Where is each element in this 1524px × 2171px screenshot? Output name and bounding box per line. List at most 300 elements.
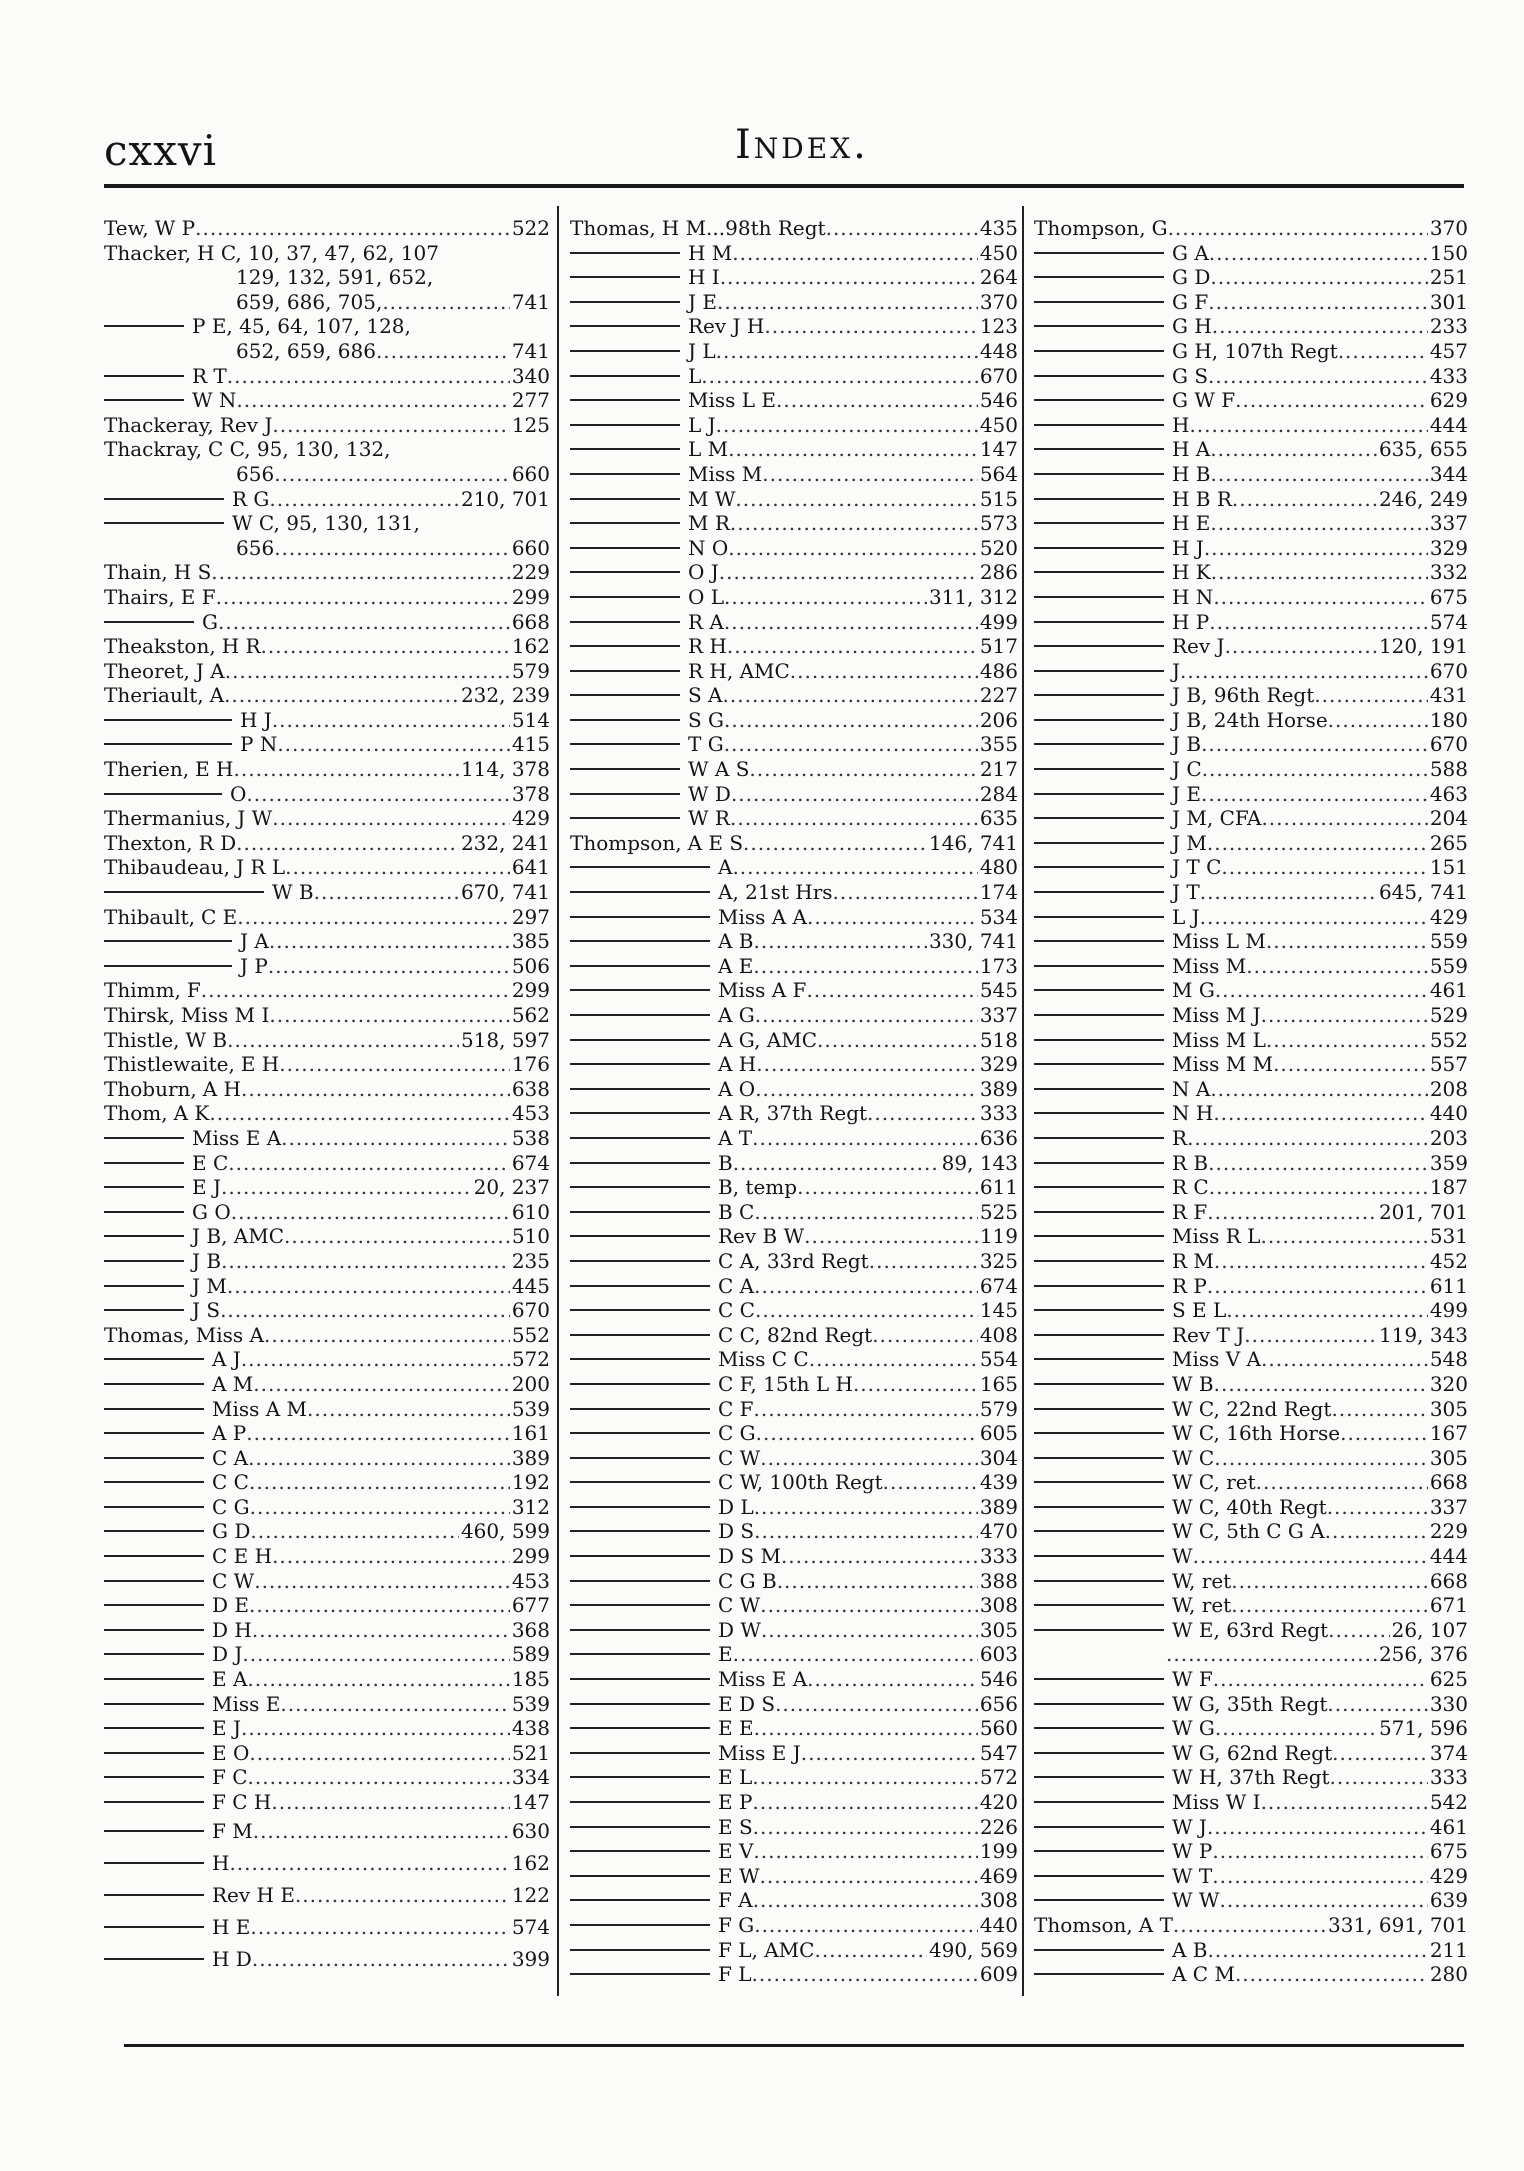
entry-initials: H S <box>173 560 212 585</box>
entry-initials: A <box>209 683 225 708</box>
entry-surname: Thompson, <box>1034 216 1146 240</box>
entry-surname: Thain, <box>104 560 168 585</box>
ditto-dash <box>570 1949 710 1951</box>
leader-dots <box>277 732 509 757</box>
entry-initials: L M <box>688 437 729 462</box>
leader-dots <box>272 806 510 831</box>
entry-initials: W E, 63rd Regt <box>1172 1617 1329 1642</box>
entry-pages: 670, 741 <box>460 880 550 905</box>
entry-initials: G S <box>1172 363 1209 388</box>
index-entry <box>570 1298 1018 1323</box>
leader-dots <box>1200 905 1428 930</box>
index-entry <box>570 1224 1018 1249</box>
entry-initials: F <box>186 978 201 1003</box>
index-entry <box>1034 1888 1468 1913</box>
leader-dots <box>1207 1815 1428 1840</box>
index-entry <box>570 1151 1018 1176</box>
leader-dots <box>753 1815 978 1840</box>
entry-initials: R H, AMC <box>688 658 790 683</box>
index-entry <box>1034 1077 1468 1102</box>
index-entry <box>1034 1175 1468 1200</box>
index-entry <box>1034 634 1468 659</box>
index-entry <box>104 1470 550 1495</box>
index-entry <box>570 339 1018 364</box>
index-entry <box>104 610 550 635</box>
index-entry <box>104 880 550 905</box>
ditto-dash <box>1034 375 1164 377</box>
entry-pages: 656 <box>979 1691 1018 1716</box>
entry-surname: Theakston, <box>104 634 216 659</box>
entry-pages: 450 <box>979 412 1018 437</box>
entry-initials: D H <box>212 1617 252 1642</box>
entry-surname: Therien, <box>104 757 190 782</box>
ditto-dash <box>1034 424 1164 426</box>
entry-initials: Rev J <box>1172 634 1225 659</box>
index-entry <box>1034 1544 1468 1569</box>
index-column-3 <box>1034 216 1468 1987</box>
leader-dots <box>1340 1421 1428 1446</box>
ditto-dash <box>104 1235 184 1237</box>
leader-dots <box>216 585 510 610</box>
ditto-dash <box>570 1088 710 1090</box>
entry-surname: Thistlewaite, <box>104 1052 235 1077</box>
leader-dots <box>248 1446 510 1471</box>
entry-initials: Miss M I <box>180 1003 270 1027</box>
entry-pages: 147 <box>511 1790 550 1814</box>
entry-surname: Thoburn, <box>104 1076 197 1101</box>
index-column-1 <box>104 216 550 1975</box>
ditto-dash <box>104 375 184 377</box>
entry-initials: R A <box>688 609 724 634</box>
entry-initials: Miss A M <box>212 1396 308 1421</box>
leader-dots <box>1210 511 1427 536</box>
entry-pages: 344 <box>1429 461 1468 486</box>
entry-surname: Tew, <box>104 216 149 240</box>
entry-pages: 660 <box>511 461 550 486</box>
entry-initials: C W, 100th Regt <box>718 1470 883 1495</box>
leader-dots <box>1208 364 1428 389</box>
entry-initials: C F <box>718 1396 754 1421</box>
entry-initials: A H <box>718 1052 757 1077</box>
entry-pages: 330 <box>1429 1691 1468 1716</box>
leader-dots <box>753 1888 978 1913</box>
entry-initials: S G <box>688 707 725 732</box>
index-entry <box>570 1569 1018 1594</box>
entry-pages: 308 <box>979 1593 1018 1618</box>
entry-initials: M G <box>1172 978 1215 1003</box>
index-entry <box>1034 1397 1468 1422</box>
entry-pages: 573 <box>979 511 1018 536</box>
entry-pages: 187 <box>1429 1175 1468 1200</box>
index-entry <box>104 708 550 733</box>
leader-dots <box>760 1864 978 1889</box>
ditto-dash <box>1034 1309 1164 1311</box>
index-entry <box>1034 1347 1468 1372</box>
ditto-dash <box>104 1604 204 1606</box>
entry-initials: Miss E J <box>718 1740 801 1765</box>
entry-pages: 515 <box>979 486 1018 511</box>
entry-initials: A G, AMC <box>718 1027 818 1052</box>
leader-dots <box>1273 1052 1428 1077</box>
ditto-dash <box>1034 916 1164 918</box>
entry-pages: 579 <box>511 658 550 683</box>
entry-initials: C A <box>212 1445 249 1470</box>
leader-dots <box>1256 1470 1428 1495</box>
entry-pages: 444 <box>1429 1544 1468 1569</box>
entry-pages: 521 <box>511 1740 550 1765</box>
entry-initials: H <box>212 1850 230 1875</box>
entry-pages: 180 <box>1429 707 1468 732</box>
index-entry <box>1034 1200 1468 1225</box>
entry-pages: 448 <box>979 338 1018 363</box>
entry-initials: Rev J H <box>688 314 765 339</box>
index-entry <box>570 1101 1018 1126</box>
entry-initials: J M <box>192 1273 227 1298</box>
leader-dots <box>752 1765 978 1790</box>
ditto-dash <box>570 1899 710 1901</box>
leader-dots <box>224 683 459 708</box>
ditto-dash <box>104 621 194 623</box>
entry-pages: 333 <box>979 1544 1018 1569</box>
ditto-dash <box>1034 621 1164 623</box>
leader-dots <box>228 1151 510 1176</box>
index-entry <box>570 314 1018 339</box>
leader-dots <box>719 560 978 585</box>
leader-dots <box>756 1052 978 1077</box>
entry-initials: P E, 45, 64, 107, 128, <box>192 314 411 339</box>
entry-initials: Miss M J <box>1172 1003 1261 1027</box>
index-entry <box>570 1347 1018 1372</box>
leader-dots <box>1338 339 1428 364</box>
leader-dots <box>272 708 510 733</box>
entry-initials: B <box>718 1150 733 1175</box>
index-entry <box>1034 683 1468 708</box>
index-entry <box>1034 1913 1468 1938</box>
index-entry <box>570 1593 1018 1618</box>
entry-initials: A T <box>1138 1912 1173 1937</box>
ditto-dash <box>570 1924 710 1926</box>
index-entry <box>104 290 550 315</box>
leader-dots <box>274 462 510 487</box>
entry-initials: R M <box>1172 1248 1214 1273</box>
ditto-dash <box>104 1481 204 1483</box>
entry-initials: C C, 82nd Regt <box>718 1322 873 1347</box>
ditto-dash <box>570 1186 710 1188</box>
entry-pages: 264 <box>979 265 1018 290</box>
leader-dots <box>730 511 978 536</box>
leader-dots <box>732 855 977 880</box>
entry-initials: J M <box>1172 830 1207 855</box>
leader-dots <box>1209 1175 1428 1200</box>
entry-pages: 435 <box>979 216 1018 240</box>
index-entry <box>104 1126 550 1151</box>
index-entry <box>570 364 1018 389</box>
entry-initials: Miss M L <box>1172 1027 1266 1052</box>
entry-initials: M R <box>688 511 730 536</box>
entry-initials: J B, 24th Horse <box>1172 707 1328 732</box>
ditto-dash <box>570 473 680 475</box>
entry-pages: 208 <box>1429 1076 1468 1101</box>
leader-dots <box>1208 1151 1428 1176</box>
index-entry <box>1034 757 1468 782</box>
entry-surname: Thomson, <box>1034 1912 1133 1937</box>
entry-pages: 167 <box>1429 1421 1468 1446</box>
ditto-dash <box>1034 571 1164 573</box>
entry-pages: 206 <box>979 707 1018 732</box>
entry-pages: 625 <box>1429 1667 1468 1692</box>
leader-dots <box>727 634 978 659</box>
ditto-dash <box>104 1678 204 1680</box>
index-entry <box>1034 1962 1468 1987</box>
entry-pages: 562 <box>511 1003 550 1027</box>
index-entry <box>1034 265 1468 290</box>
index-entry <box>1034 1151 1468 1176</box>
leader-dots <box>1246 954 1428 979</box>
index-entry <box>570 1470 1018 1495</box>
ditto-dash <box>1034 596 1164 598</box>
leader-dots <box>220 1298 510 1323</box>
ditto-dash <box>104 1457 204 1459</box>
entry-pages: 480 <box>979 855 1018 880</box>
leader-dots <box>1210 1077 1428 1102</box>
leader-dots <box>807 1667 978 1692</box>
entry-initials: E L <box>718 1765 753 1790</box>
leader-dots <box>264 1323 510 1348</box>
ditto-dash <box>570 424 680 426</box>
ditto-dash <box>570 1653 710 1655</box>
leader-dots <box>231 1200 510 1225</box>
entry-pages: 199 <box>979 1839 1018 1864</box>
ditto-dash <box>104 1926 204 1928</box>
ditto-dash <box>570 1973 710 1975</box>
entry-surname: Thomas, <box>570 216 656 240</box>
leader-dots <box>246 782 509 807</box>
entry-initials: O <box>230 781 247 806</box>
index-entry <box>104 1249 550 1274</box>
ditto-dash <box>1034 719 1164 721</box>
leader-dots <box>227 364 510 389</box>
leader-dots <box>1332 1741 1428 1766</box>
entry-pages: 546 <box>979 1667 1018 1692</box>
index-entry <box>1034 1249 1468 1274</box>
entry-initials: L J <box>1172 904 1200 929</box>
ditto-dash <box>104 1186 184 1188</box>
entry-pages: 453 <box>511 1101 550 1126</box>
entry-pages: 161 <box>511 1421 550 1446</box>
entry-initials: R D <box>198 830 237 855</box>
ditto-dash <box>104 1506 204 1508</box>
leader-dots <box>1208 290 1428 315</box>
entry-initials: O L <box>688 584 725 609</box>
leader-dots <box>1261 1347 1428 1372</box>
entry-pages: 210, 701 <box>460 486 550 511</box>
leader-dots <box>1219 1888 1427 1913</box>
leader-dots <box>869 1249 978 1274</box>
entry-pages: 122 <box>511 1882 550 1907</box>
ditto-dash <box>1034 1826 1164 1828</box>
entry-pages: 304 <box>979 1445 1018 1470</box>
ditto-dash <box>104 793 222 795</box>
ditto-dash <box>570 448 680 450</box>
index-entry <box>1034 1323 1468 1348</box>
ditto-dash <box>1034 817 1164 819</box>
entry-pages: 589 <box>511 1642 550 1667</box>
index-entry <box>1034 1519 1468 1544</box>
entry-pages: 359 <box>1429 1150 1468 1175</box>
entry-pages: 572 <box>979 1765 1018 1790</box>
leader-dots <box>752 1790 977 1815</box>
entry-initials: 656 <box>236 461 275 486</box>
entry-initials: H E <box>212 1914 251 1939</box>
leader-dots <box>1261 1790 1428 1815</box>
entry-initials: J M, CFA <box>1172 806 1262 831</box>
index-entry <box>104 1101 550 1126</box>
index-entry <box>570 1667 1018 1692</box>
entry-surname: Thermanius, <box>104 806 232 831</box>
ditto-dash <box>570 1235 710 1237</box>
entry-initials: E W <box>718 1863 760 1888</box>
ditto-dash <box>1034 301 1164 303</box>
index-entry <box>104 560 550 585</box>
entry-initials: A E <box>718 953 754 978</box>
entry-initials: C C <box>212 1470 249 1495</box>
index-entry <box>104 1716 550 1741</box>
entry-initials: A, 21st Hrs <box>718 880 833 905</box>
index-entry <box>104 487 550 512</box>
index-entry <box>1034 732 1468 757</box>
entry-pages: 514 <box>511 707 550 732</box>
index-entry <box>570 1446 1018 1471</box>
leader-dots <box>1215 978 1428 1003</box>
ditto-dash <box>104 1555 204 1557</box>
entry-initials: W N <box>192 388 237 413</box>
leader-dots <box>781 1544 978 1569</box>
ditto-dash <box>1034 1334 1164 1336</box>
entry-initials: S A <box>688 683 723 708</box>
leader-dots <box>724 732 978 757</box>
entry-pages: 229 <box>1429 1519 1468 1544</box>
entry-initials: W C, 16th Horse <box>1172 1421 1341 1446</box>
ditto-dash <box>104 1580 204 1582</box>
ditto-dash <box>104 743 232 745</box>
ditto-dash <box>570 1727 710 1729</box>
leader-dots <box>776 388 978 413</box>
entry-pages: 445 <box>511 1273 550 1298</box>
entry-initials: C G B <box>718 1568 777 1593</box>
entry-pages: 150 <box>1429 240 1468 265</box>
entry-initials: Miss E <box>212 1691 281 1716</box>
leader-dots <box>760 1593 978 1618</box>
leader-dots <box>1209 241 1428 266</box>
page-number: cxxvi <box>104 126 218 175</box>
ditto-dash <box>570 1850 710 1852</box>
ditto-dash <box>104 1894 204 1896</box>
leader-dots <box>285 855 510 880</box>
leader-dots <box>253 1372 510 1397</box>
entry-pages: 201, 701 <box>1378 1199 1468 1224</box>
index-entry <box>104 905 550 930</box>
entry-initials: J B <box>1172 732 1202 757</box>
entry-pages: 433 <box>1429 363 1468 388</box>
entry-pages: 453 <box>511 1568 550 1593</box>
leader-dots <box>271 1790 509 1815</box>
index-entry <box>1034 1741 1468 1766</box>
entry-pages: 429 <box>1429 904 1468 929</box>
ditto-dash <box>1034 989 1164 991</box>
leader-dots <box>227 1274 510 1299</box>
leader-dots <box>1214 1249 1428 1274</box>
entry-pages: 457 <box>1429 338 1468 363</box>
leader-dots <box>754 1200 977 1225</box>
entry-pages: 185 <box>511 1667 550 1692</box>
leader-dots <box>867 1101 978 1126</box>
entry-initials: A P <box>212 1421 247 1446</box>
entry-initials: W C <box>1172 1445 1215 1470</box>
entry-pages: 670 <box>1429 732 1468 757</box>
leader-dots <box>754 929 927 954</box>
entry-pages: 668 <box>511 609 550 634</box>
ditto-dash <box>570 1752 710 1754</box>
entry-pages: 385 <box>511 929 550 954</box>
leader-dots <box>241 1716 510 1741</box>
entry-initials: W P <box>154 216 196 240</box>
entry-initials: F C H <box>212 1790 272 1814</box>
entry-surname: Thomas, <box>104 1322 190 1347</box>
leader-dots <box>249 1741 509 1766</box>
entry-initials: Miss A A <box>718 904 808 929</box>
index-entry <box>1034 314 1468 339</box>
entry-initials: W H, 37th Regt <box>1172 1765 1330 1790</box>
leader-dots <box>730 806 978 831</box>
entry-pages: 320 <box>1429 1371 1468 1396</box>
entry-pages: 305 <box>1429 1396 1468 1421</box>
entry-pages: 670 <box>1429 658 1468 683</box>
index-entry <box>1034 1495 1468 1520</box>
index-entry <box>570 1249 1018 1274</box>
entry-pages: 629 <box>1429 388 1468 413</box>
index-entry <box>104 1790 550 1815</box>
leader-dots <box>1207 1274 1428 1299</box>
entry-pages: 574 <box>1429 609 1468 634</box>
ditto-dash <box>570 1137 710 1139</box>
leader-dots <box>752 1962 978 1987</box>
ditto-dash <box>570 891 710 893</box>
ditto-dash <box>570 1211 710 1213</box>
index-entry <box>570 1716 1018 1741</box>
entry-pages: 420 <box>979 1790 1018 1814</box>
leader-dots <box>1331 1397 1427 1422</box>
leader-dots <box>195 216 510 241</box>
leader-dots <box>754 1495 978 1520</box>
entry-pages: 440 <box>1429 1101 1468 1126</box>
leader-dots <box>1215 1716 1377 1741</box>
ditto-dash <box>104 1801 204 1803</box>
leader-dots <box>1180 659 1428 684</box>
entry-initials: Rev T J <box>1172 1322 1245 1347</box>
ditto-dash <box>104 1653 204 1655</box>
entry-pages: 741 <box>511 289 550 314</box>
index-entry <box>104 511 550 536</box>
entry-pages: 517 <box>979 634 1018 659</box>
leader-dots <box>1330 1765 1428 1790</box>
entry-pages: 641 <box>511 855 550 880</box>
leader-dots <box>1208 1938 1428 1963</box>
index-entry <box>570 831 1018 856</box>
index-entry <box>104 634 550 659</box>
ditto-dash <box>1034 1112 1164 1114</box>
index-entry <box>570 487 1018 512</box>
ditto-dash <box>1034 1137 1164 1139</box>
